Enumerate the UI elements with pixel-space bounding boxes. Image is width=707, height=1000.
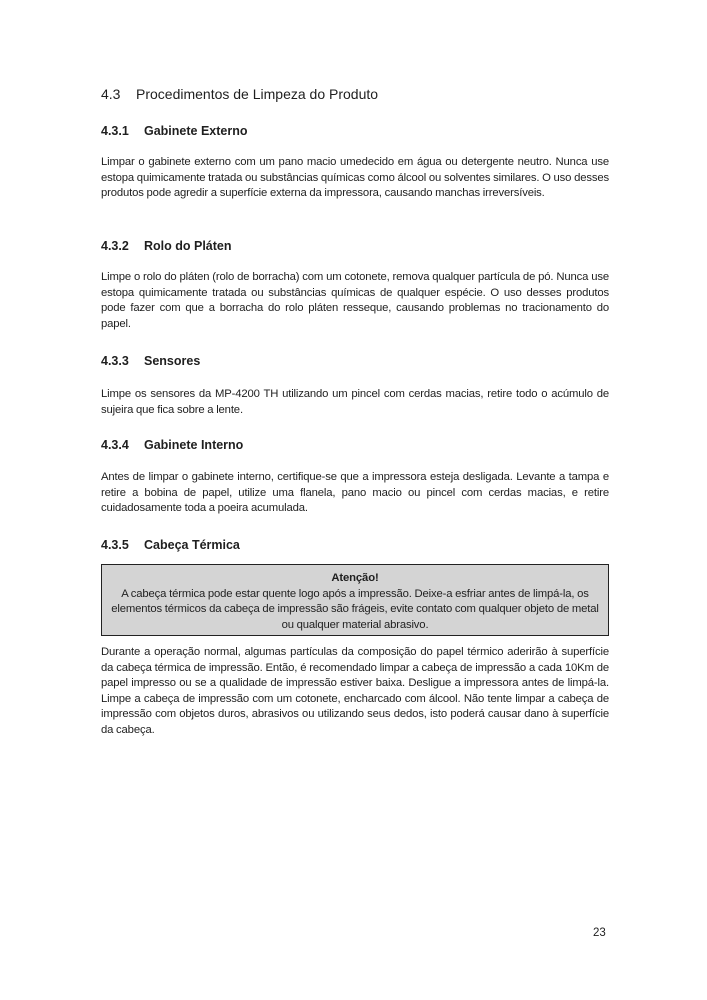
subsection-heading-gabinete-interno	[101, 437, 609, 453]
section-heading	[101, 85, 609, 103]
paragraph-rolo-platen: Limpe o rolo do pláten (rolo de borracha) com um cotonete, remova qualquer partícula de pó. Nunca use estopa quimicamente tratada ou substâncias químicas de qualquer espécie. O uso desses produtos pode fazer com que a borracha do rolo pláten resseque, causando problemas no tracionamento do papel.	[101, 271, 609, 330]
subsection-heading-cabeca-termica	[101, 537, 609, 553]
warning-notice-text: A cabeça térmica pode estar quente logo após a impressão. Deixe-a esfriar antes de limpá-la, os elementos térmicos da cabeça de impressão são frágeis, evite contato com qualquer objeto de metal ou qualquer material abrasivo.	[111, 587, 599, 631]
subsection-heading-gabinete-externo	[101, 123, 609, 139]
paragraph-gabinete-interno: Antes de limpar o gabinete interno, certifique-se que a impressora esteja desligada. Levante a tampa e retire a bobina de papel, utilize uma flanela, pano macio ou pincel com cerdas macias, e retire cuidadosamente toda a poeira acumulada.	[101, 471, 609, 515]
subsection-title: Gabinete Interno	[144, 438, 244, 452]
page-number: 23	[593, 927, 606, 939]
subsection-number: 4.3.3	[101, 354, 129, 368]
subsection-title: Cabeça Térmica	[144, 538, 240, 552]
subsection-title: Gabinete Externo	[144, 124, 248, 138]
subsection-number: 4.3.5	[101, 538, 129, 552]
subsection-number: 4.3.2	[101, 239, 129, 253]
subsection-number: 4.3.1	[101, 124, 129, 138]
subsection-heading-sensores	[101, 353, 609, 369]
paragraph-cabeca-termica: Durante a operação normal, algumas partículas da composição do papel térmico aderirão à superfície da cabeça térmica de impressão. Então, é recomendado limpar a cabeça de impressão a cada 10Km de papel impresso ou se a qualidade de impressão estiver baixa. Desligue a impressora antes de limpá-la. Limpe a cabeça de impressão com um cotonete, encharcado com álcool. Não tente limpar a cabeça de impressão com objetos duros, abrasivos ou utilizando seus dedos, isto poderá causar dano à superfície da cabeça.	[101, 646, 609, 736]
subsection-title: Rolo do Pláten	[144, 239, 232, 253]
warning-notice-box	[101, 564, 609, 636]
paragraph-sensores: Limpe os sensores da MP-4200 TH utilizando um pincel com cerdas macias, retire todo o acúmulo de sujeira que fica sobre a lente.	[101, 388, 609, 416]
subsection-title: Sensores	[144, 354, 201, 368]
section-number: 4.3	[101, 86, 121, 102]
section-title: Procedimentos de Limpeza do Produto	[136, 86, 379, 102]
paragraph-gabinete-externo: Limpar o gabinete externo com um pano macio umedecido em água ou detergente neutro. Nunca use estopa quimicamente tratada ou substâncias químicas como álcool ou solventes similares. O uso desses produtos pode agredir a superfície externa da impressora, causando manchas irreversíveis.	[101, 156, 609, 200]
subsection-heading-rolo-platen	[101, 238, 609, 254]
subsection-number: 4.3.4	[101, 438, 129, 452]
warning-notice-title: Atenção!	[331, 572, 379, 584]
